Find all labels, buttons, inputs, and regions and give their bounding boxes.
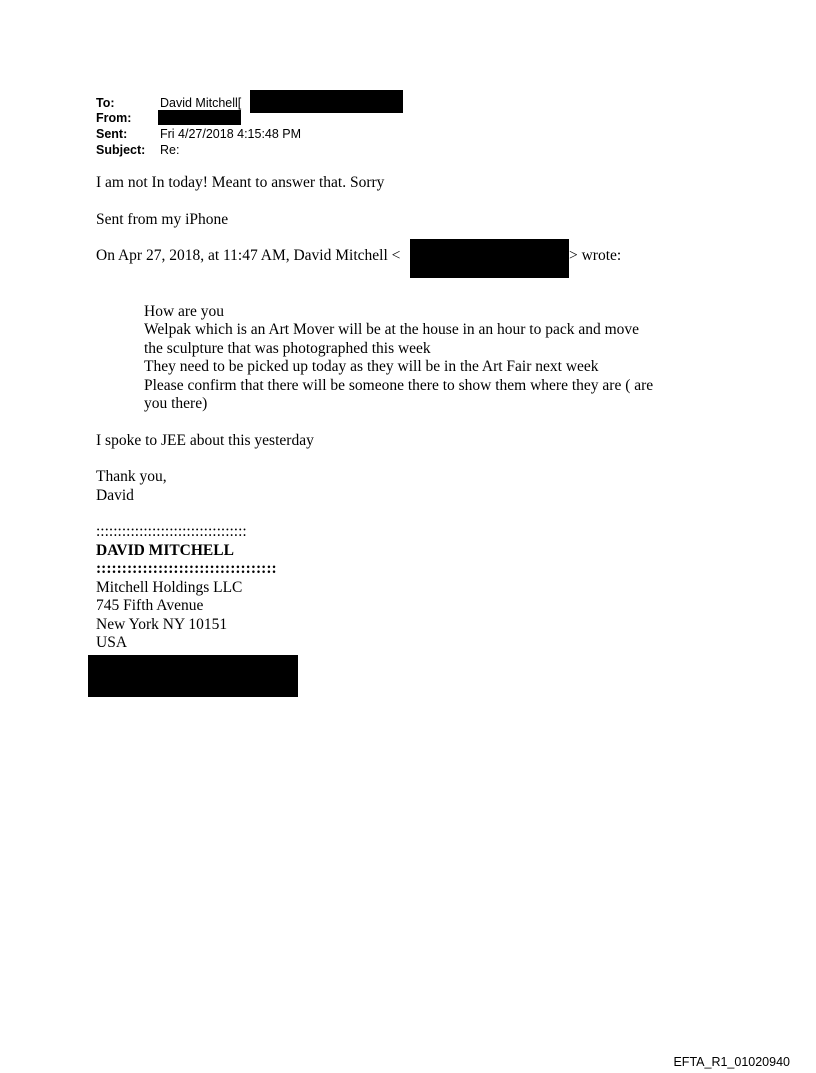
- to-label: To:: [96, 96, 115, 110]
- quote-intro-before: On Apr 27, 2018, at 11:47 AM, David Mitchell <: [96, 247, 401, 264]
- reply-line: I am not In today! Meant to answer that. Sorry: [96, 174, 385, 191]
- subject-label: Subject:: [96, 143, 146, 157]
- sent-from-line: Sent from my iPhone: [96, 211, 229, 228]
- signature-company: Mitchell Holdings LLC: [96, 579, 243, 596]
- redaction-quote-email: [410, 239, 569, 278]
- signature-dots-bottom: :::::::::::::::::::::::::::::::::::: [96, 560, 277, 577]
- signature-street: 745 Fifth Avenue: [96, 597, 204, 614]
- signature-name: DAVID MITCHELL: [96, 542, 234, 559]
- quoted-line: How are you: [144, 303, 225, 320]
- quoted-line: They need to be picked up today as they will be in the Art Fair next week: [144, 358, 599, 375]
- redaction-signature: [88, 655, 298, 697]
- signature-country: USA: [96, 634, 128, 651]
- quoted-line: Welpak which is an Art Mover will be at the house in an hour to pack and move: [144, 321, 640, 338]
- signature-city: New York NY 10151: [96, 616, 228, 633]
- redaction-to-email: [250, 90, 403, 113]
- sent-value: Fri 4/27/2018 4:15:48 PM: [160, 127, 302, 141]
- document-id: EFTA_R1_01020940: [673, 1055, 790, 1069]
- from-label: From:: [96, 111, 132, 125]
- thanks-line: Thank you,: [96, 468, 167, 485]
- quoted-line: the sculpture that was photographed this week: [144, 340, 431, 357]
- signoff-name: David: [96, 487, 134, 504]
- sent-label: Sent:: [96, 127, 128, 141]
- quote-intro-after: > wrote:: [569, 247, 622, 264]
- quoted-line: you there): [144, 395, 208, 412]
- quoted-line: Please confirm that there will be someone there to show them where they are ( are: [144, 377, 654, 394]
- signature-dots-top: :::::::::::::::::::::::::::::::::::: [96, 523, 247, 540]
- subject-value: Re:: [160, 143, 180, 157]
- redaction-from: [158, 110, 241, 125]
- to-value: David Mitchell[: [160, 96, 242, 110]
- spoke-line: I spoke to JEE about this yesterday: [96, 432, 314, 449]
